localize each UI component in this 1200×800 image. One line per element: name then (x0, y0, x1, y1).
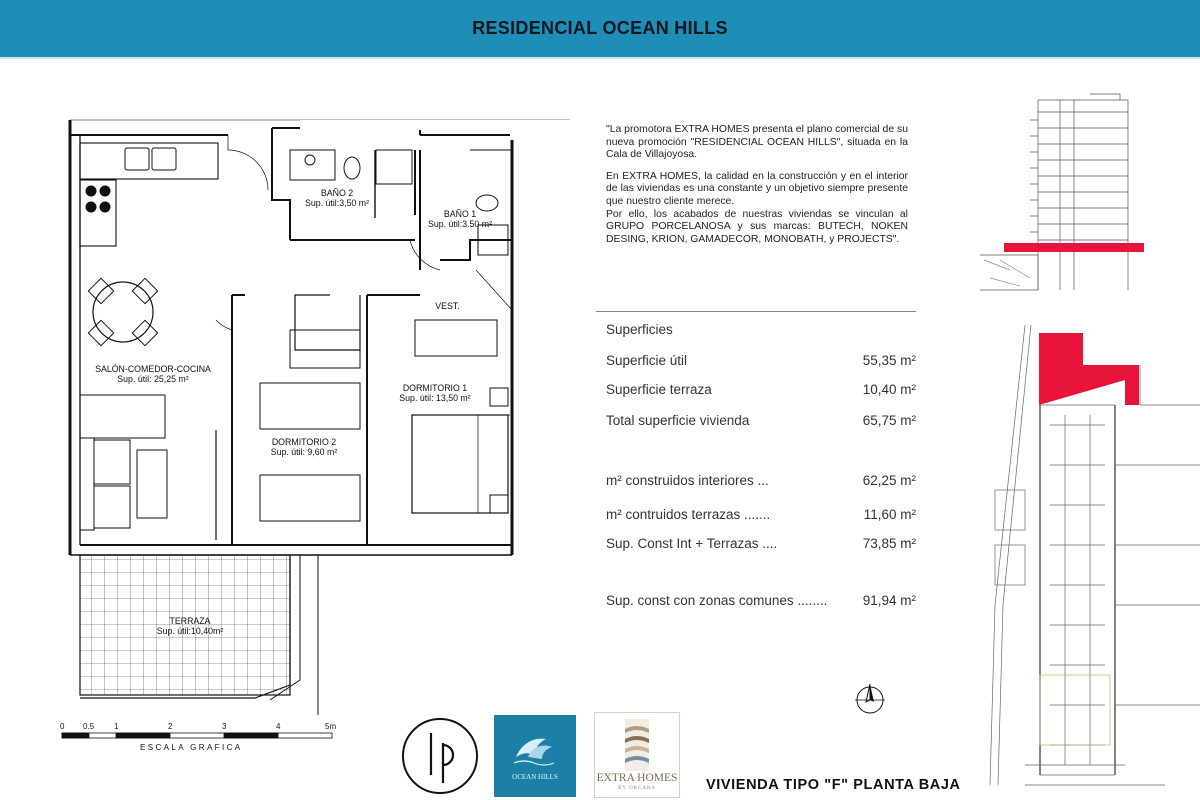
room-name: BAÑO 1 (443, 209, 477, 219)
room-name: TERRAZA (169, 616, 211, 626)
scale-tick-label: 0.5 (83, 722, 95, 731)
wave-icon (494, 715, 576, 797)
highlight-floor (1004, 243, 1144, 252)
superficie-row (606, 536, 916, 551)
intro-paragraph: "La promotora EXTRA HOMES presenta el plano comercial de su nueva promoción "RESIDENCIAL OCEAN HILLS", situada en la Cala de Villajoyosa. (606, 124, 908, 161)
page-title: RESIDENCIAL OCEAN HILLS (472, 18, 728, 38)
building-elevation (970, 90, 1150, 300)
superficie-row (606, 382, 916, 397)
superficies-title: Superficies (606, 322, 673, 337)
lp-arquitectura-logo (399, 715, 481, 797)
room-label-dorm1 (385, 383, 485, 403)
room-area: Sup. útil:3.50 m² (427, 219, 493, 229)
scale-caption: ESCALA GRAFICA (140, 743, 243, 752)
room-label-bano2 (292, 188, 382, 208)
scale-tick-label: 5m (325, 722, 337, 731)
row-value: 65,75 m² (862, 413, 916, 428)
room-area: Sup. útil:10,40m² (156, 626, 224, 636)
site-plan (965, 305, 1200, 795)
row-label: Total superficie vivienda (606, 413, 750, 428)
row-label: m² construidos interiores ... (606, 473, 769, 488)
row-value: 11,60 m² (863, 507, 916, 522)
room-label-dorm2 (249, 437, 359, 457)
room-area: Sup. útil:3,50 m² (304, 198, 370, 208)
room-label-terraza (140, 616, 240, 636)
room-name: DORMITORIO 2 (271, 437, 337, 447)
north-arrow-icon (850, 680, 890, 720)
room-area: Sup. útil: 9,60 m² (270, 447, 338, 457)
row-label: Sup. const con zonas comunes ........ (606, 593, 828, 608)
row-label: Superficie útil (606, 353, 688, 368)
row-label: Sup. Const Int + Terrazas .... (606, 536, 778, 551)
row-value: 91,94 m² (862, 593, 916, 608)
superficie-row (606, 473, 916, 488)
intro-paragraph: En EXTRA HOMES, la calidad en la construcción y en el interior de las viviendas es una constante y un objetivo siempre presente que nuestro cliente merece. (606, 170, 908, 207)
ocean-hills-logo-text: OCEAN HILLS (512, 773, 558, 781)
room-area: Sup. útil: 13,50 m² (399, 393, 471, 403)
extra-homes-logo-text: EXTRA HOMES (596, 772, 678, 784)
room-label-vest (425, 301, 470, 311)
row-label: Superficie terraza (606, 382, 712, 397)
scale-tick-label: 2 (168, 722, 173, 731)
room-area: Sup. útil: 25,25 m² (117, 374, 189, 384)
extra-homes-emblem (595, 715, 679, 771)
superficie-row (606, 353, 916, 368)
intro-paragraph: Por ello, los acabados de nuestras viviendas se vinculan al GRUPO PORCELANOSA y sus marcas: BUTECH, NOKEN DESING, KRION, GAMADECOR, MONOBATH, y PROJECTS". (606, 208, 908, 245)
scale-tick-label: 3 (222, 722, 227, 731)
scale-tick-label: 4 (276, 722, 281, 731)
row-value: 10,40 m² (862, 382, 916, 397)
room-name: SALÓN-COMEDOR-COCINA (95, 364, 211, 374)
scale-tick-label: 1 (114, 722, 119, 731)
room-label-salon (78, 364, 228, 384)
highlight-unit (1039, 333, 1139, 405)
extra-homes-logo-subtext: BY ORCARA (618, 786, 656, 791)
superficies-divider (596, 311, 916, 312)
room-name: VEST. (435, 301, 460, 311)
row-value: 73,85 m² (862, 536, 916, 551)
scale-tick-label: 0 (60, 722, 65, 731)
room-name: DORMITORIO 1 (402, 383, 468, 393)
superficie-row (606, 413, 916, 428)
room-name: BAÑO 2 (320, 188, 354, 198)
room-label-bano1 (415, 209, 505, 229)
superficie-row (606, 593, 916, 608)
vivienda-tipo-caption: VIVIENDA TIPO "F" PLANTA BAJA (706, 777, 961, 793)
row-label: m² contruidos terrazas ....... (606, 507, 771, 522)
ocean-hills-logo (494, 715, 576, 797)
superficie-row (606, 507, 916, 522)
row-value: 62,25 m² (862, 473, 916, 488)
extra-homes-logo (594, 712, 680, 798)
intro-text (606, 124, 908, 246)
row-value: 55,35 m² (862, 353, 916, 368)
